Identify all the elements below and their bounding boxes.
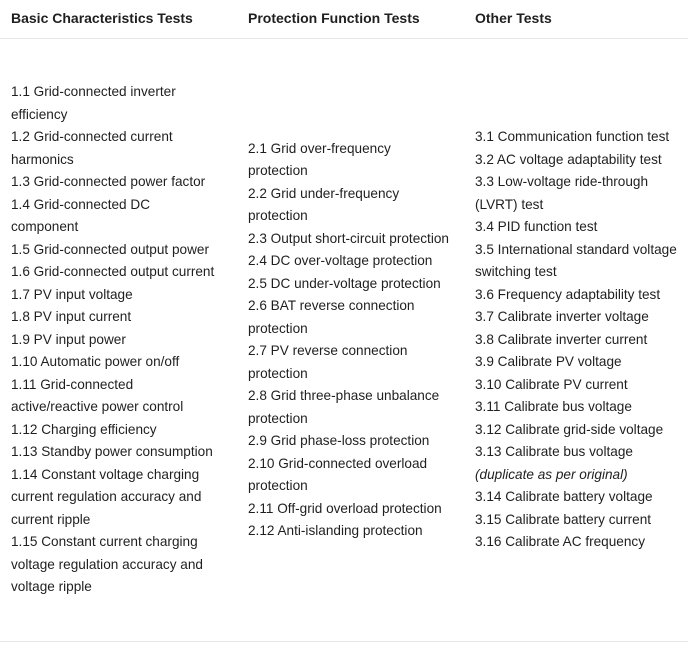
list-item: 3.7 Calibrate inverter voltage [475,309,649,325]
list-item: 2.3 Output short-circuit protection [248,230,449,246]
header-protection-function: Protection Function Tests [248,10,420,26]
list-item: 2.1 Grid over-frequency protection [248,140,391,178]
basic-tests-cell [0,81,248,599]
list-item: 3.8 Calibrate inverter current [475,331,648,347]
list-item: 3.6 Frequency adaptability test [475,286,661,302]
list-item: 1.6 Grid-connected output current [11,264,215,280]
list-item: 2.2 Grid under-frequency protection [248,185,400,223]
table-header-row [0,0,688,39]
list-item: 1.4 Grid-connected DC component [11,196,151,235]
list-item: 3.10 Calibrate PV current [475,376,628,392]
list-item: 1.1 Grid-connected inverter efficiency [11,84,176,122]
list-item: 1.9 PV input power [11,331,126,347]
list-item: 1.8 PV input current [11,309,132,325]
list-item: 1.15 Constant current charging voltage regulation accuracy and voltage ripple [11,534,203,595]
list-item: 3.11 Calibrate bus voltage [475,399,632,415]
list-item: 2.8 Grid three-phase unbalance protection [248,388,440,426]
list-item: 2.5 DC under-voltage protection [248,275,441,291]
list-item: 3.4 PID function test [475,219,598,235]
list-item: 1.12 Charging efficiency [11,421,157,437]
list-item: 3.13 Calibrate bus voltage [475,444,633,460]
other-tests-cell [475,126,688,554]
list-item: 1.5 Grid-connected output power [11,241,209,257]
table-body-row [0,39,688,642]
list-item: 3.1 Communication function test [475,129,670,145]
list-item: 2.11 Off-grid overload protection [248,500,442,516]
list-item: 3.9 Calibrate PV voltage [475,354,622,370]
list-item: 3.5 International standard voltage switching test [475,241,677,280]
list-item: 3.16 Calibrate AC frequency [475,534,646,550]
list-item: 1.2 Grid-connected current harmonics [11,129,173,167]
header-other-tests: Other Tests [475,10,552,26]
list-item: 2.10 Grid-connected overload protection [248,455,428,493]
list-item: 2.9 Grid phase-loss protection [248,433,430,448]
list-item: 2.7 PV reverse connection protection [248,343,408,381]
list-item: 2.12 Anti-islanding protection [248,523,423,538]
list-item: 3.14 Calibrate battery voltage [475,489,653,505]
list-item: 3.3 Low-voltage ride-through (LVRT) test [475,174,649,212]
list-item: 1.13 Standby power consumption [11,444,213,460]
list-item: 3.12 Calibrate grid-side voltage [475,421,664,437]
list-item: 1.14 Constant voltage charging current regulation accuracy and current ripple [11,466,202,527]
list-item: 3.2 AC voltage adaptability test [475,151,662,167]
list-item: 1.3 Grid-connected power factor [11,174,206,190]
list-item: 1.7 PV input voltage [11,286,133,302]
list-item: 1.10 Automatic power on/off [11,354,180,370]
list-item: 2.6 BAT reverse connection protection [248,298,415,336]
header-basic-characteristics: Basic Characteristics Tests [11,10,193,26]
list-item-note: (duplicate as per original) [475,466,628,482]
protection-tests-cell [248,138,475,543]
list-item: 3.15 Calibrate battery current [475,511,652,527]
list-item: 2.4 DC over-voltage protection [248,253,433,268]
list-item: 1.11 Grid-connected active/reactive power control [11,376,184,415]
